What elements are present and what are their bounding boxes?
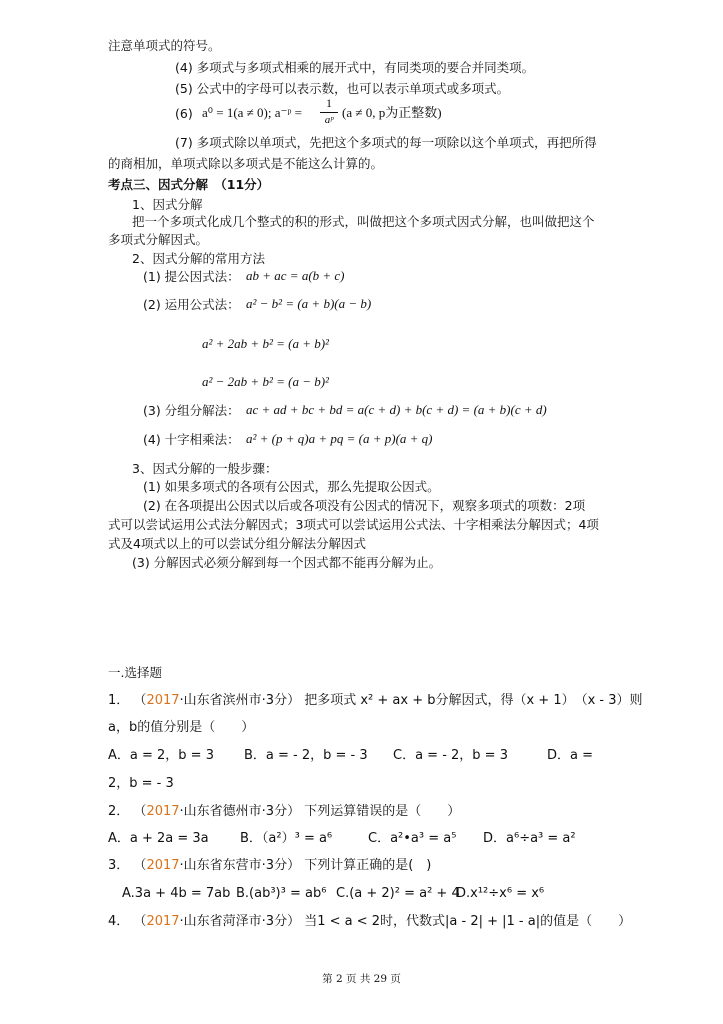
subheading-2: 2、因式分解的常用方法 [132, 251, 265, 266]
step-2-line1: (2) 在各项提出公因式以后或各项没有公因式的情况下，观察多项式的项数：2项 [143, 498, 586, 513]
method-2-label: (2) 运用公式法： [143, 297, 240, 312]
question-number: 3． [108, 858, 130, 873]
method-3-formula: ac + ad + bc + bd = a(c + d) + b(c + d) = (a + b)(c + d) [246, 402, 547, 417]
exercise-heading: 一.选择题 [108, 665, 162, 680]
option-d: D.x¹²÷x⁶ = x⁶ [456, 886, 545, 901]
section-heading: 考点三、因式分解 （11分） [108, 177, 270, 192]
step-3: (3) 分解因式必须分解到每一个因式都不能再分解为止。 [132, 555, 442, 570]
question-4: 4． （2017·山东省菏泽市·3分） 当1 < a < 2时，代数式|a - 2| + |1 - a|的值是（ ） [108, 914, 632, 929]
option-c: C.(a + 2)² = a² + 4 [336, 886, 460, 901]
step-1: (1) 如果多项式的各项有公因式，那么先提取公因式。 [143, 479, 440, 494]
option-b: B.(ab³)³ = ab⁶ [236, 886, 327, 901]
question-number: 2． [108, 804, 130, 819]
option-a: A．a + 2a = 3a [108, 831, 209, 846]
source: ·山东省菏泽市·3分） [179, 914, 301, 929]
rule-item-7-line2: 的商相加，单项式除以多项式是不能这么计算的。 [108, 156, 384, 171]
rule-item-5: (5) 公式中的字母可以表示数，也可以表示单项式或多项式。 [175, 81, 510, 96]
definition-line1: 把一个多项式化成几个整式的积的形式，叫做把这个多项式因式分解，也叫做把这个 [132, 214, 595, 229]
option-b: B．（a²）³ = a⁶ [240, 831, 333, 846]
option-d: D．a = [547, 748, 594, 763]
rule-item-6-label: (6) [175, 106, 193, 121]
method-1-label: (1) 提公因式法： [143, 269, 240, 284]
question-text: 下列运算错误的是（ ） [304, 804, 461, 819]
question-number: 4． [108, 914, 130, 929]
fraction-numerator: 1 [326, 96, 332, 110]
method-3-label: (3) 分组分解法： [143, 403, 240, 418]
step-2-line2: 式可以尝试运用公式法分解因式；3项式可以尝试运用公式法、十字相乘法分解因式；4项 [108, 517, 599, 532]
method-2-formula-square-sum: a² + 2ab + b² = (a + b)² [202, 336, 329, 351]
question-1-line1: 1． （2017·山东省滨州市·3分） 把多项式 x² + ax + b分解因式，得（x + 1） （x - 3）则 [108, 693, 643, 708]
formula-condition: (a ≠ 0, p为正整数) [342, 105, 442, 120]
source: ·山东省东营市·3分） [179, 858, 301, 873]
option-a: A.3a + 4b = 7ab [122, 886, 231, 901]
definition-line2: 多项式分解因式。 [108, 232, 209, 247]
option-c: C．a²•a³ = a⁵ [368, 831, 457, 846]
question-number: 1． [108, 693, 130, 708]
rule-item-4: (4) 多项式与多项式相乘的展开式中，有同类项的要合并同类项。 [175, 60, 535, 75]
method-1-formula: ab + ac = a(b + c) [246, 268, 345, 283]
option-a: A．a = 2，b = 3 [108, 748, 214, 763]
question-3: 3． （2017·山东省东营市·3分） 下列计算正确的是( ) [108, 858, 432, 873]
source-year: 2017 [146, 804, 180, 819]
method-4-formula: a² + (p + q)a + pq = (a + p)(a + q) [246, 431, 433, 446]
question-text: 把多项式 x² + ax + b分解因式，得（x + 1） （x - 3）则 [304, 693, 643, 708]
option-d-continued: 2，b = - 3 [108, 776, 174, 791]
option-c: C．a = - 2，b = 3 [393, 748, 508, 763]
text-line: 注意单项式的符号。 [108, 38, 221, 53]
question-2: 2． （2017·山东省德州市·3分） 下列运算错误的是（ ） [108, 804, 461, 819]
formula-zero-negative-exponent: a⁰ = 1(a ≠ 0); a⁻ᵖ = [202, 105, 302, 120]
source: ·山东省德州市·3分） [179, 804, 301, 819]
subheading-3: 3、因式分解的一般步骤： [132, 461, 278, 476]
page-footer: 第 2 页 共 29 页 [322, 973, 401, 985]
source-year: 2017 [146, 858, 180, 873]
question-1-line2: a，b的值分别是（ ） [108, 720, 255, 735]
option-b: B．a = - 2，b = - 3 [244, 748, 368, 763]
source-year: 2017 [146, 914, 180, 929]
source-year: 2017 [146, 693, 180, 708]
rule-item-7-line1: (7) 多项式除以单项式，先把这个多项式的每一项除以这个单项式，再把所得 [175, 135, 597, 150]
method-2-formula-square-diff: a² − 2ab + b² = (a − b)² [202, 374, 329, 389]
fraction-bar [320, 112, 338, 113]
method-2-formula: a² − b² = (a + b)(a − b) [246, 296, 372, 311]
question-text: 当1 < a < 2时，代数式|a - 2| + |1 - a|的值是（ ） [304, 914, 632, 929]
question-text: 下列计算正确的是( ) [304, 858, 432, 873]
option-d: D．a⁶÷a³ = a² [483, 831, 576, 846]
subheading-1: 1、因式分解 [132, 197, 203, 212]
method-4-label: (4) 十字相乘法： [143, 432, 240, 447]
step-2-line3: 式及4项式以上的可以尝试分组分解法分解因式 [108, 536, 366, 551]
fraction-denominator: aᵖ [324, 114, 334, 126]
source: ·山东省滨州市·3分） [179, 693, 301, 708]
